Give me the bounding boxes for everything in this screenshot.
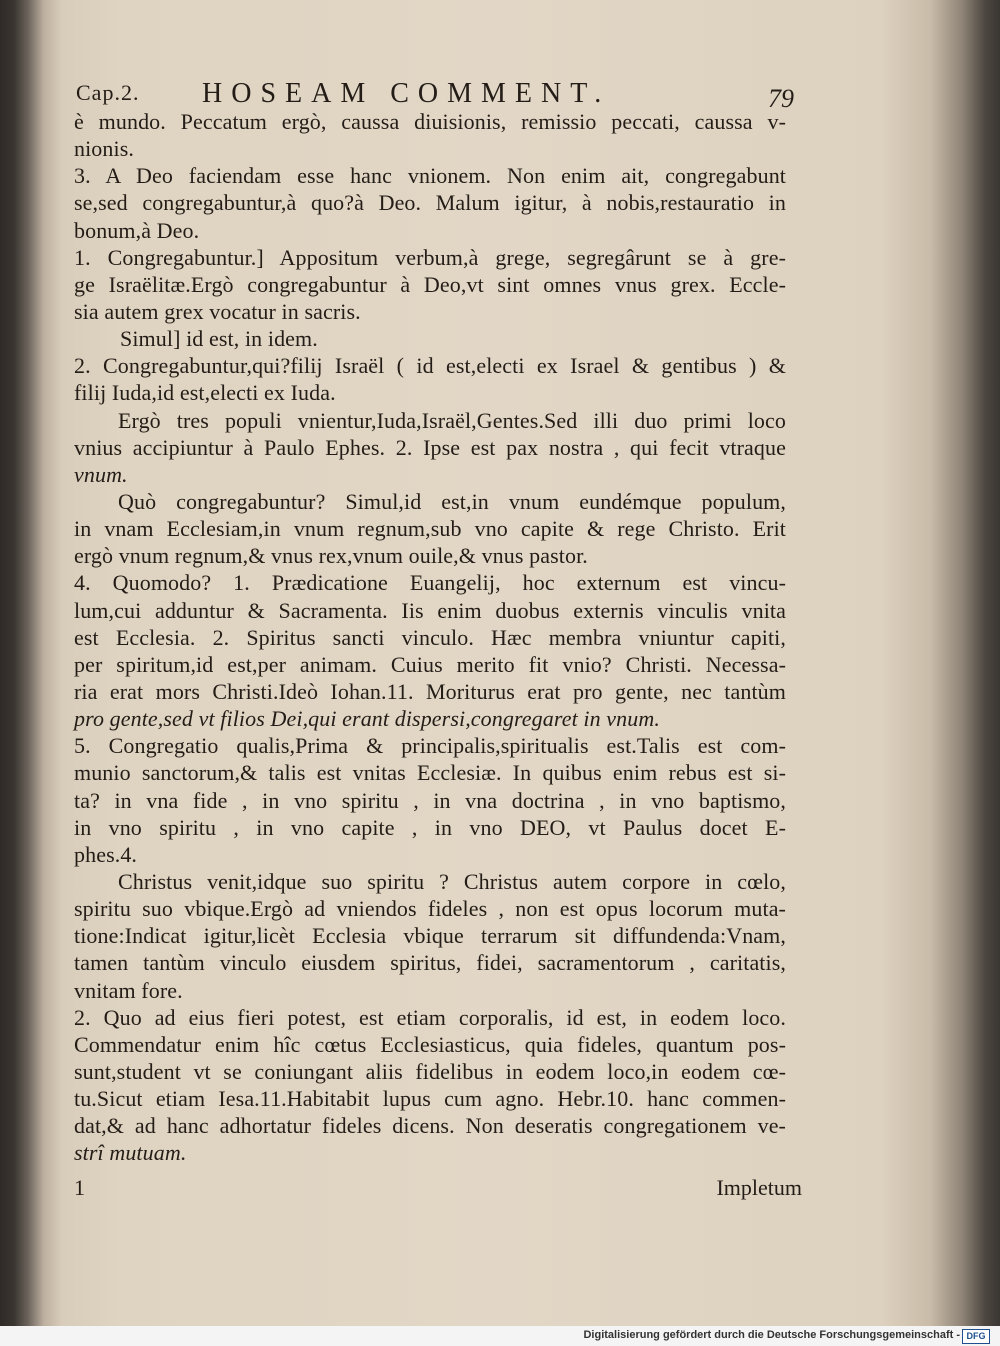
text-line: tione:Indicat igitur,licèt Ecclesia vbique terrarum sit diffundenda:Vnam, xyxy=(74,923,786,949)
text-line: tu.Sicut etiam Iesa.11.Habitabit lupus cum agno. Hebr.10. hanc commen- xyxy=(74,1086,786,1112)
running-head xyxy=(74,78,794,113)
page-number: 79 xyxy=(768,84,794,113)
text-line: spiritu suo vbique.Ergò ad vniendos fideles , non est opus locorum muta- xyxy=(74,896,786,922)
text-line: ta? in vna fide , in vno spiritu , in vna doctrina , in vno baptismo, xyxy=(74,787,786,813)
text-line: dat,& ad hanc adhortatur fideles dicens. Non deseratis congregationem ve- xyxy=(74,1113,786,1139)
page-footer xyxy=(74,1175,802,1205)
text-line: sia autem grex vocatur in sacris. xyxy=(74,298,361,324)
text-line: filij Iuda,id est,electi ex Iuda. xyxy=(74,380,336,406)
chapter-label: Cap.2. xyxy=(76,80,140,105)
running-title: HOSEAM COMMENT. xyxy=(202,78,611,109)
text-line: vnius accipiuntur à Paulo Ephes. 2. Ipse est pax nostra , qui fecit vtraque xyxy=(74,434,786,460)
catchword: Impletum xyxy=(716,1175,802,1200)
text-line: vnum. xyxy=(74,461,128,487)
text-line: ria erat mors Christi.Ideò Iohan.11. Moriturus erat pro gente, nec tantùm xyxy=(74,678,786,704)
text-line: strî mutuam. xyxy=(74,1140,187,1166)
text-line: per spiritum,id est,per animam. Cuius merito fit vnio? Christi. Necessa- xyxy=(74,651,786,677)
text-line: est Ecclesia. 2. Spiritus sancti vinculo. Hæc membra vniuntur capiti, xyxy=(74,624,786,650)
text-line: Simul] id est, in idem. xyxy=(120,326,318,352)
text-line: è mundo. Peccatum ergò, caussa diuisionis, remissio peccati, caussa v- xyxy=(74,109,786,134)
text-line: Quò congregabuntur? Simul,id est,in vnum eundémque populum, xyxy=(118,488,786,514)
text-line: in vnam Ecclesiam,in vnum regnum,sub vno capite & rege Christo. Erit xyxy=(74,516,786,542)
text-line: sunt,student vt se coniungant aliis fidelibus in eodem loco,in eodem cœ- xyxy=(74,1058,786,1084)
text-line: 1. Congregabuntur.] Appositum verbum,à grege, segregârunt se à gre- xyxy=(74,244,786,270)
text-line: nionis. xyxy=(74,136,134,162)
text-line: vnitam fore. xyxy=(74,977,183,1003)
text-line: se,sed congregabuntur,à quo?à Deo. Malum igitur, à nobis,restauratio in xyxy=(74,190,786,216)
text-line: in vno spiritu , in vno capite , in vno DEO, vt Paulus docet E- xyxy=(74,814,786,840)
text-line: tamen tantùm vinculo eiusdem spiritus, fidei, sacramentorum , caritatis, xyxy=(74,950,786,976)
text-line: Ergò tres populi vnientur,Iuda,Israël,Gentes.Sed illi duo primi loco xyxy=(118,407,786,433)
dfg-logo: DFG xyxy=(962,1329,990,1344)
text-line: bonum,à Deo. xyxy=(74,217,200,243)
text-line: pro gente,sed vt filios Dei,qui erant dispersi,congregaret in vnum. xyxy=(74,706,660,732)
signature-mark: 1 xyxy=(74,1175,85,1200)
text-line: ergò vnum regnum,& vnus rex,vnum ouile,& vnus pastor. xyxy=(74,543,588,569)
text-line: munio sanctorum,& talis est vnitas Ecclesiæ. In quibus enim rebus est si- xyxy=(74,760,786,786)
text-line: lum,cui adduntur & Sacramenta. Iis enim duobus externis vinculis vnita xyxy=(74,597,786,623)
text-line: 5. Congregatio qualis,Prima & principalis,spiritualis est.Talis est com- xyxy=(74,733,786,759)
text-line: 4. Quomodo? 1. Prædicatione Euangelij, hoc externum est vincu- xyxy=(74,570,786,596)
text-line: 2. Congregabuntur,qui?filij Israël ( id est,electi ex Israel & gentibus ) & xyxy=(74,353,786,379)
text-line: ge Israëlitæ.Ergò congregabuntur à Deo,vt sint omnes vnus grex. Eccle- xyxy=(74,271,786,297)
text-line: 2. Quo ad eius fieri potest, est etiam corporalis, id est, in eodem loco. xyxy=(74,1004,786,1030)
funding-text: Digitalisierung gefördert durch die Deutsche Forschungsgemeinschaft - xyxy=(583,1329,960,1341)
text-line: 3. A Deo faciendam esse hanc vnionem. Non enim ait, congregabunt xyxy=(74,163,786,189)
text-line: Commendatur enim hîc cœtus Ecclesiasticus, quia fideles, quantum pos- xyxy=(74,1031,786,1057)
text-line: phes.4. xyxy=(74,841,138,867)
funding-banner xyxy=(0,1326,1000,1346)
text-line: Christus venit,idque suo spiritu ? Christus autem corpore in cœlo, xyxy=(118,868,786,894)
page-text xyxy=(74,78,794,1166)
